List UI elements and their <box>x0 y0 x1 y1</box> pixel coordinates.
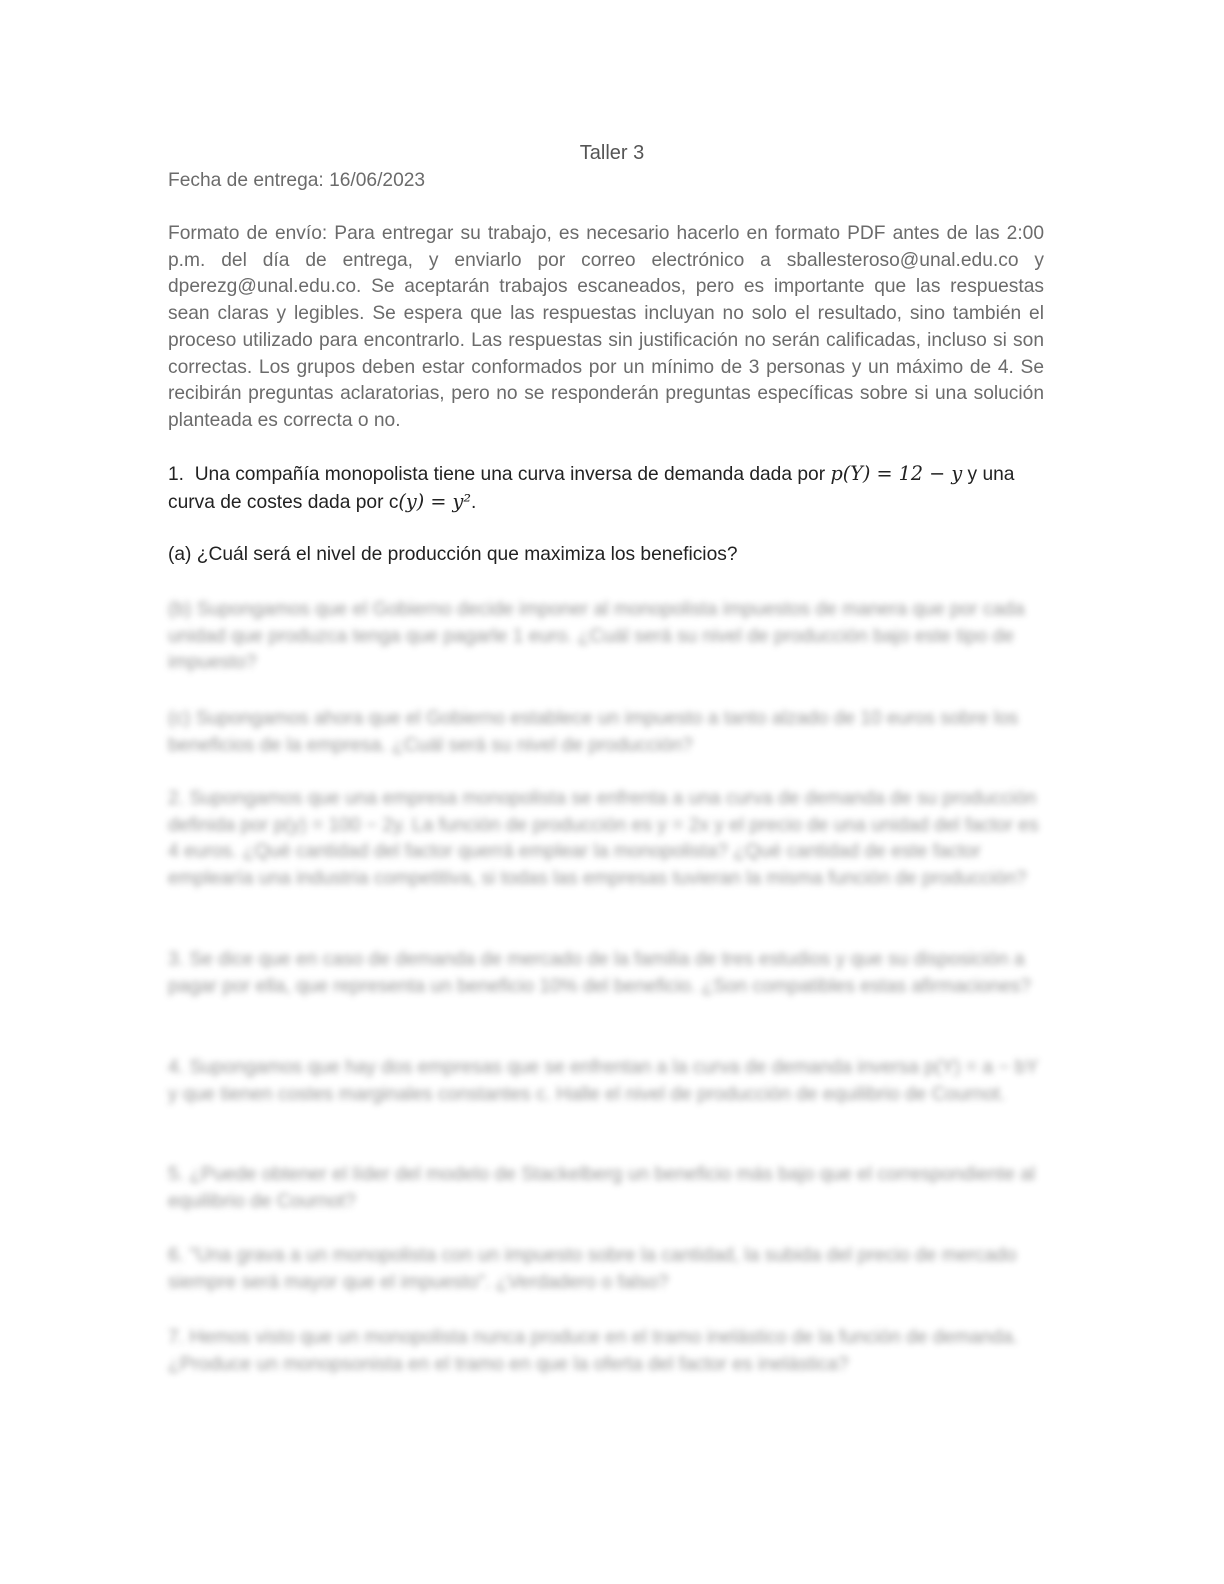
due-date: Fecha de entrega: 16/06/2023 <box>168 170 426 191</box>
question-1-number: 1. <box>168 464 185 485</box>
submission-format-paragraph: Formato de envío: Para entregar su trabajo, es necesario hacerlo en formato PDF antes de las 2:00 p.m. del día de entrega, y enviarlo por correo electrónico a sballesteroso@unal.edu.co y dperezg@unal.edu.co. Se aceptarán trabajos escaneados, pero es importante que las respuestas sean claras y legibles. Se espera que las respuestas incluyan no solo el resultado, sino también el proceso utilizado para encontrarlo. Las respuestas sin justificación no serán calificadas, incluso si son correctas. Los grupos deben estar conformados por un mínimo de 3 personas y un máximo de 4. Se recibirán preguntas aclaratorias, pero no se responderán preguntas específicas sobre si una solución planteada es correcta o no. <box>168 223 1044 431</box>
question-6: 6. "Una grava a un monopolista con un impuesto sobre la cantidad, la subida del precio de mercado siempre será mayor que el impuesto". ¿Verdadero o falso? <box>168 1245 1017 1293</box>
cost-formula: (y) = y² <box>398 489 472 513</box>
question-1-end: . <box>471 491 477 513</box>
question-7: 7. Hemos visto que un monopolista nunca produce en el tramo inelástico de la función de demanda. ¿Produce un monopsonista en el tramo en que la oferta del factor es inelástica? <box>168 1327 1019 1375</box>
question-5: 5. ¿Puede obtener el líder del modelo de Stackelberg un beneficio más bajo que el correspondiente al equilibrio de Cournot? <box>168 1164 1036 1212</box>
question-4: 4. Supongamos que hay dos empresas que se enfrentan a la curva de demanda inversa p(Y) = a − bY y que tienen costes marginales constantes c. Halle el nivel de producción de equilibrio de Cournot. <box>168 1057 1039 1105</box>
question-1-text-a: Una compañía monopolista tiene una curva inversa de demanda dada por <box>194 464 826 485</box>
question-1-part-b: (b) Supongamos que el Gobierno decide imponer al monopolista impuestos de manera que por cada unidad que produzca tenga que pagarle 1 euro. ¿Cuál será su nivel de producción bajo este tipo de impuesto? <box>168 599 1025 674</box>
question-1 <box>168 461 1044 516</box>
question-3: 3. Se dice que en caso de demanda de mercado de la familia de tres estudios y que su disposición a pagar por ella, que representa un beneficio 10% del beneficio. ¿Son compatibles estas afirmaciones? <box>168 949 1031 997</box>
demand-formula: p(Y) = 12 − y <box>830 462 963 485</box>
question-2: 2. Supongamos que una empresa monopolista se enfrenta a una curva de demanda de su producción definida por p(y) = 100 − 2y. La función de producción es y = 2x y el precio de una unidad del factor es 4 euros. ¿Qué cantidad del factor querrá emplear la monopolista? ¿Qué cantidad de este factor emplearía una industria competitiva, si todas las empresas tuvieran la misma función de producción? <box>168 788 1039 890</box>
question-1-part-c: (c) Supongamos ahora que el Gobierno establece un impuesto a tanto alzado de 10 euros sobre los beneficios de la empresa. ¿Cuál será su nivel de producción? <box>168 708 1019 756</box>
question-1-text-b: y una curva de costes dada por <box>168 464 1015 513</box>
cost-prefix: c <box>388 491 399 513</box>
document-title: Taller 3 <box>579 142 645 164</box>
question-1-part-a: (a) ¿Cuál será el nivel de producción que maximiza los beneficios? <box>168 544 738 565</box>
